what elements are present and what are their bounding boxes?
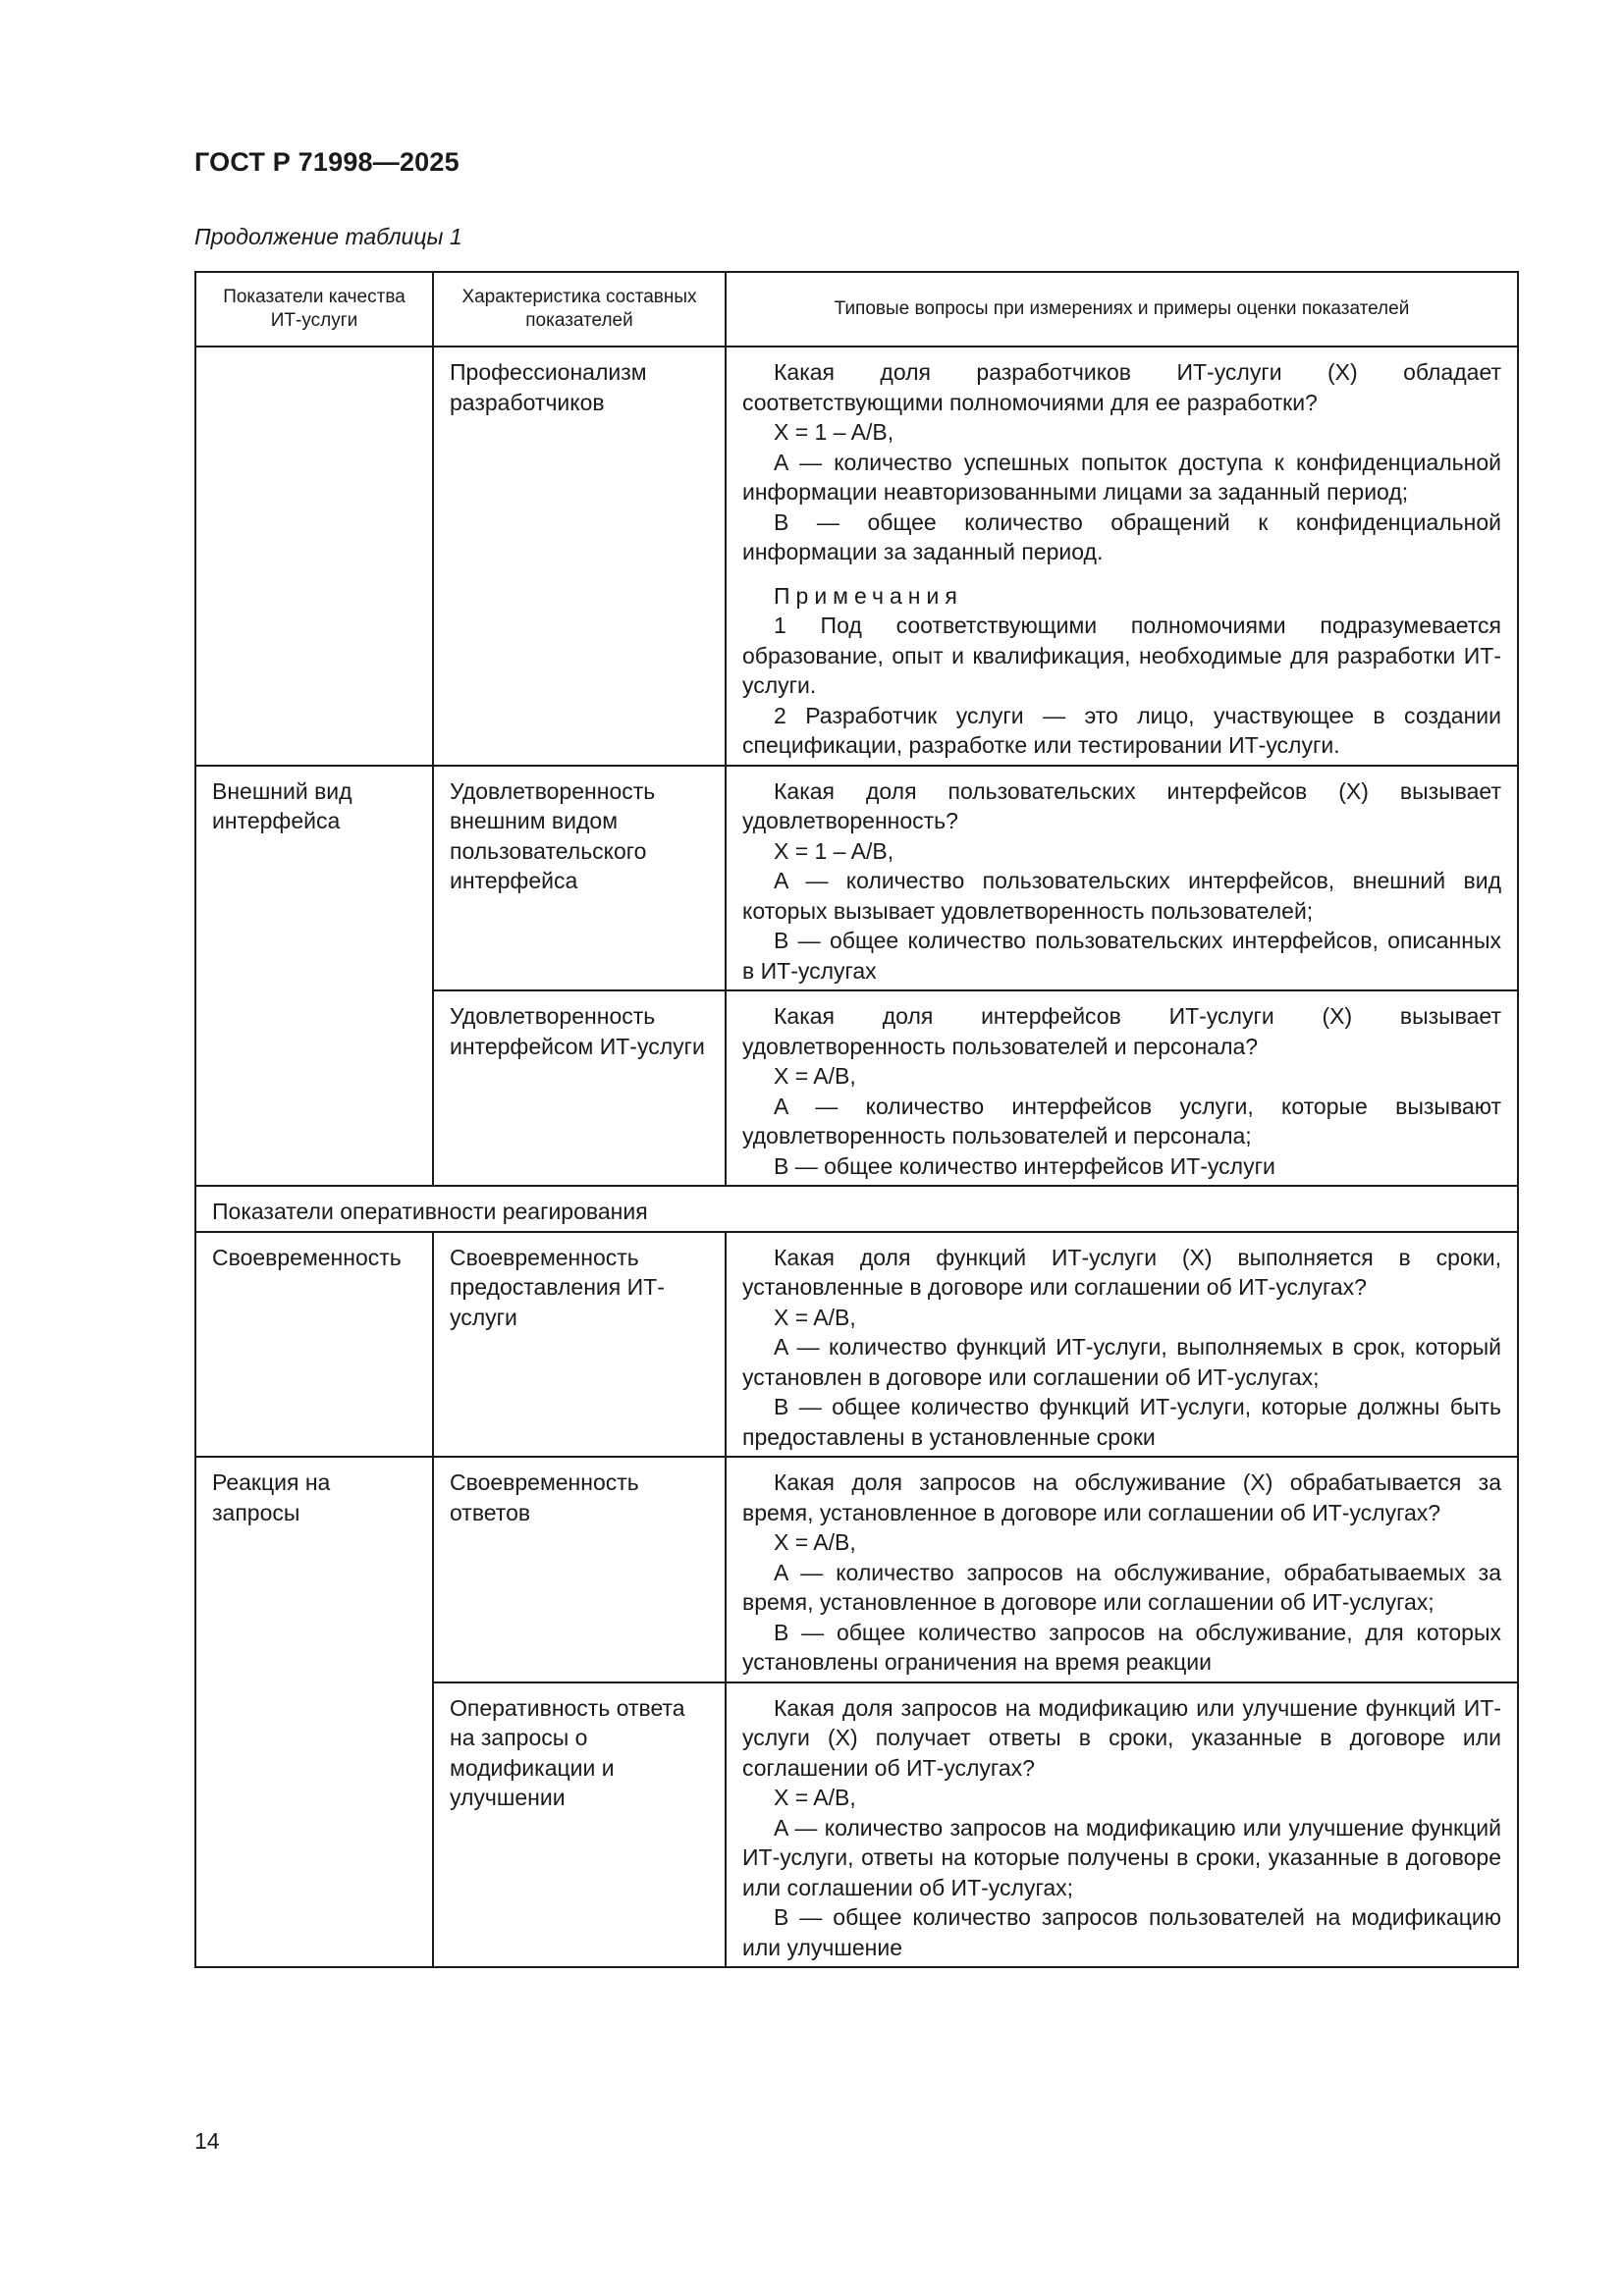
table-row xyxy=(195,766,1518,991)
variable-a-text: A — количество запросов на обслуживание, обрабатываемых за время, установленное в договоре или соглашении об ИТ-услугах; xyxy=(742,1559,1501,1615)
section-title: Показатели оперативности реагирования xyxy=(195,1186,1518,1232)
variable-b-text: B — общее количество пользовательских интерфейсов, описанных в ИТ-услугах xyxy=(742,928,1501,984)
characteristic-cell: Своевременность ответов xyxy=(433,1457,726,1682)
evaluation-cell xyxy=(726,347,1518,766)
question-text: Какая доля пользовательских интерфейсов (X) вызывает удовлетворенность? xyxy=(742,777,1501,833)
column-header: Показатели качества ИТ-услуги xyxy=(195,272,433,347)
variable-b-text: B — общее количество запросов на обслуживание, для которых установлены ограничения на время реакции xyxy=(742,1619,1501,1675)
indicators-table xyxy=(194,271,1519,1968)
indicator-cell: Внешний вид интерфейса xyxy=(195,766,433,1187)
question-text: Какая доля разработчиков ИТ-услуги (X) обладает соответствующими полномочиями для ее разработки? xyxy=(742,359,1501,415)
variable-b-text: B — общее количество интерфейсов ИТ-услуги xyxy=(774,1152,1275,1179)
question-text: Какая доля функций ИТ-услуги (X) выполняется в сроки, установленные в договоре или соглашении об ИТ-услугах? xyxy=(742,1244,1501,1300)
formula-text: X = 1 – A/B, xyxy=(774,837,894,864)
characteristic-cell: Оперативность ответа на запросы о модификации и улучшении xyxy=(433,1682,726,1968)
formula-text: X = A/B, xyxy=(774,1304,856,1330)
page-number: 14 xyxy=(194,2128,220,2154)
table-row xyxy=(195,1457,1518,1682)
variable-b-text: B — общее количество запросов пользователей на модификацию или улучшение xyxy=(742,1904,1501,1960)
variable-a-text: A — количество пользовательских интерфейсов, внешний вид которых вызывает удовлетворенность пользователей; xyxy=(742,868,1501,924)
table-row xyxy=(195,1232,1518,1458)
formula-text: X = A/B, xyxy=(774,1785,856,1810)
note-text: 2 Разработчик услуги — это лицо, участвующее в создании спецификации, разработке или тестировании ИТ-услуги. xyxy=(742,702,1501,758)
variable-a-text: A — количество успешных попыток доступа к конфиденциальной информации неавторизованными лицами за заданный период; xyxy=(742,449,1501,505)
evaluation-cell xyxy=(726,766,1518,991)
question-text: Какая доля интерфейсов ИТ-услуги (X) вызывает удовлетворенность пользователей и персонала? xyxy=(742,1003,1501,1059)
table-row xyxy=(195,347,1518,766)
section-row xyxy=(195,1186,1518,1232)
formula-text: X = A/B, xyxy=(774,1063,856,1089)
notes-title: Примечания xyxy=(774,582,963,609)
variable-a-text: A — количество интерфейсов услуги, которые вызывают удовлетворенность пользователей и персонала; xyxy=(742,1093,1501,1148)
formula-text: X = 1 – A/B, xyxy=(774,419,894,445)
column-header: Типовые вопросы при измерениях и примеры оценки показателей xyxy=(726,272,1518,347)
table-header-row xyxy=(195,272,1518,347)
variable-a-text: A — количество запросов на модификацию или улучшение функций ИТ-услуги, ответы на которые получены в сроки, указанные в договоре или соглашении об ИТ-услугах; xyxy=(742,1814,1501,1900)
question-text: Какая доля запросов на обслуживание (X) обрабатывается за время, установленное в договоре или соглашении об ИТ-услугах? xyxy=(742,1469,1501,1525)
indicator-cell: Своевременность xyxy=(195,1232,433,1458)
characteristic-cell: Профессионализм разработчиков xyxy=(433,347,726,766)
variable-a-text: A — количество функций ИТ-услуги, выполняемых в срок, который установлен в договоре или соглашении об ИТ-услугах; xyxy=(742,1334,1501,1390)
indicator-cell: Реакция на запросы xyxy=(195,1457,433,1967)
evaluation-cell xyxy=(726,1457,1518,1682)
question-text: Какая доля запросов на модификацию или улучшение функций ИТ-услуги (X) получает ответы в сроки, указанные в договоре или соглашении об ИТ-услугах? xyxy=(742,1694,1501,1781)
variable-b-text: B — общее количество функций ИТ-услуги, которые должны быть предоставлены в установленные сроки xyxy=(742,1394,1501,1450)
indicator-cell xyxy=(195,347,433,766)
variable-b-text: B — общее количество обращений к конфиденциальной информации за заданный период. xyxy=(742,508,1501,564)
document-header: ГОСТ Р 71998—2025 xyxy=(194,147,460,177)
evaluation-cell xyxy=(726,1232,1518,1458)
evaluation-cell xyxy=(726,1682,1518,1968)
table-continuation-label: Продолжение таблицы 1 xyxy=(194,224,462,249)
column-header: Характеристика составных показателей xyxy=(433,272,726,347)
formula-text: X = A/B, xyxy=(774,1529,856,1555)
characteristic-cell: Своевременность предоставления ИТ-услуги xyxy=(433,1232,726,1458)
evaluation-cell xyxy=(726,990,1518,1186)
characteristic-cell: Удовлетворенность интерфейсом ИТ-услуги xyxy=(433,990,726,1186)
characteristic-cell: Удовлетворенность внешним видом пользовательского интерфейса xyxy=(433,766,726,991)
note-text: 1 Под соответствующими полномочиями подразумевается образование, опыт и квалификация, необходимые для разработки ИТ-услуги. xyxy=(742,613,1501,698)
